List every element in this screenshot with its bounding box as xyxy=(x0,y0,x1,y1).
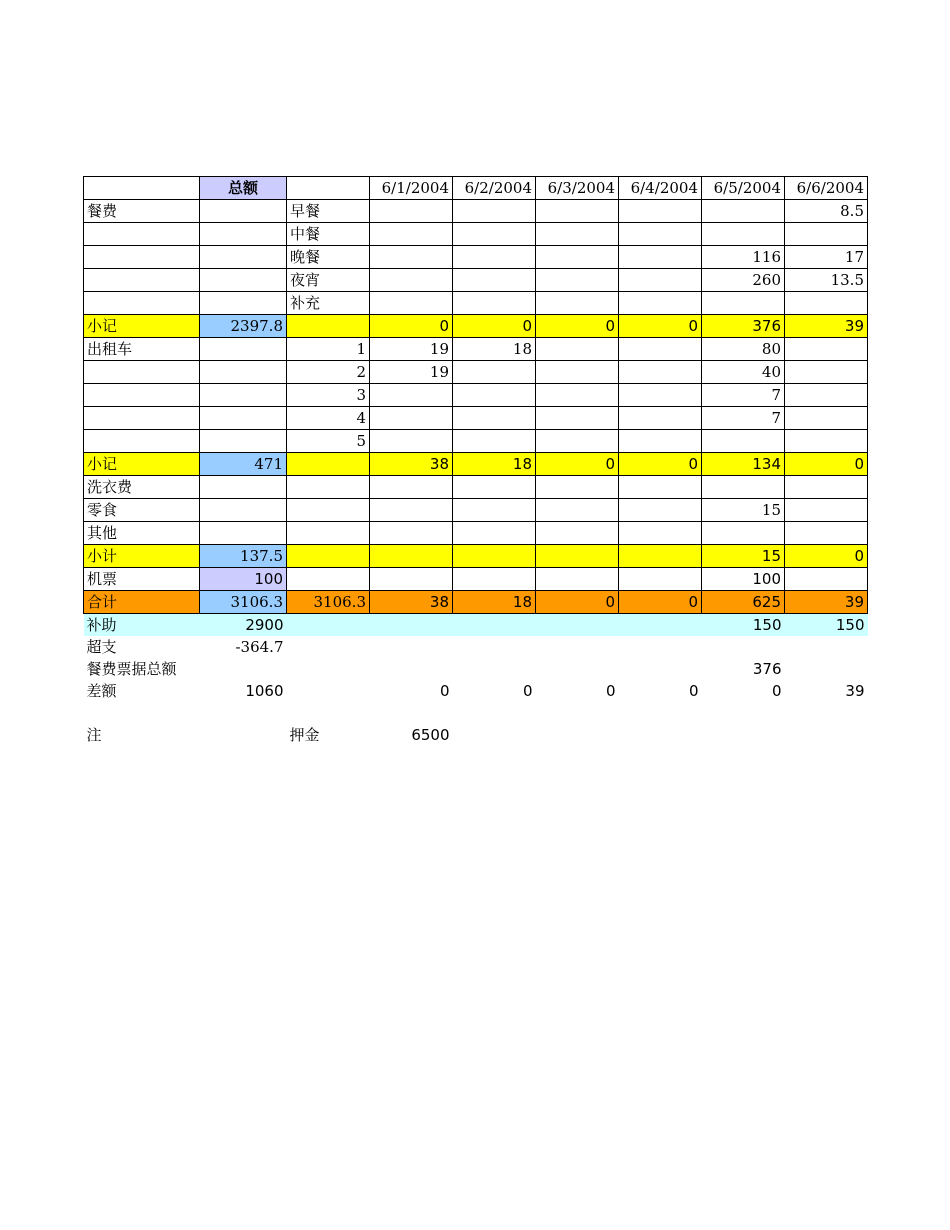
value-cell[interactable] xyxy=(453,407,536,430)
value-cell[interactable] xyxy=(536,430,619,453)
subtotal-value[interactable]: 0 xyxy=(619,453,702,476)
receipts-row xyxy=(84,658,868,680)
value-cell[interactable] xyxy=(785,223,868,246)
value-cell[interactable] xyxy=(536,269,619,292)
overrun-label[interactable]: 超支 xyxy=(86,637,117,656)
overrun-row xyxy=(84,636,868,658)
subtotal-value[interactable]: 15 xyxy=(702,545,785,568)
value-cell[interactable]: 80 xyxy=(702,338,785,361)
value-cell[interactable] xyxy=(785,476,868,499)
total-cell[interactable] xyxy=(200,476,287,499)
value-cell[interactable] xyxy=(785,522,868,545)
category-cell[interactable] xyxy=(84,292,200,315)
deposit-value[interactable]: 6500 xyxy=(411,725,450,744)
meal-row xyxy=(84,269,868,292)
subtotal-value[interactable]: 39 xyxy=(785,315,868,338)
value-cell[interactable]: 7 xyxy=(702,407,785,430)
value-cell[interactable] xyxy=(370,407,453,430)
subtotal-value[interactable] xyxy=(536,545,619,568)
subtotal-value[interactable]: 376 xyxy=(702,315,785,338)
value-cell[interactable]: 260 xyxy=(702,269,785,292)
meal-row xyxy=(84,292,868,315)
allowance-label[interactable]: 补助 xyxy=(84,614,200,637)
difference-total[interactable]: 1060 xyxy=(245,681,284,700)
cell-blank[interactable] xyxy=(370,636,453,658)
cell-blank[interactable] xyxy=(287,680,370,702)
value-cell[interactable]: 7 xyxy=(702,384,785,407)
category-cell[interactable] xyxy=(84,384,200,407)
cell-blank[interactable] xyxy=(702,724,785,746)
total-cell[interactable] xyxy=(200,269,287,292)
value-cell[interactable] xyxy=(785,407,868,430)
value-cell[interactable] xyxy=(536,407,619,430)
grand-value[interactable]: 625 xyxy=(702,591,785,614)
value-cell[interactable] xyxy=(619,246,702,269)
trip-number[interactable]: 5 xyxy=(287,430,370,453)
cell-blank[interactable] xyxy=(536,724,619,746)
category-cell[interactable]: 出租车 xyxy=(84,338,200,361)
grand-value[interactable]: 0 xyxy=(619,591,702,614)
value-cell[interactable] xyxy=(702,476,785,499)
value-cell[interactable] xyxy=(370,200,453,223)
grand-value[interactable]: 38 xyxy=(370,591,453,614)
cell-blank[interactable] xyxy=(619,724,702,746)
difference-value[interactable]: 0 xyxy=(522,681,533,700)
receipts-value[interactable]: 376 xyxy=(752,659,782,678)
subtotal-value[interactable]: 18 xyxy=(453,453,536,476)
value-cell[interactable]: 40 xyxy=(702,361,785,384)
value-cell[interactable] xyxy=(785,568,868,591)
overrun-total[interactable]: -364.7 xyxy=(235,637,284,656)
cell-blank[interactable] xyxy=(287,476,370,499)
cell-blank[interactable] xyxy=(84,177,200,200)
value-cell[interactable] xyxy=(453,246,536,269)
value-cell[interactable] xyxy=(536,200,619,223)
value-cell[interactable] xyxy=(785,499,868,522)
subtotal-total[interactable]: 2397.8 xyxy=(200,315,287,338)
value-cell[interactable] xyxy=(370,476,453,499)
value-cell[interactable] xyxy=(702,223,785,246)
value-cell[interactable] xyxy=(619,384,702,407)
value-cell[interactable] xyxy=(453,476,536,499)
trip-number[interactable]: 1 xyxy=(287,338,370,361)
allowance-value[interactable] xyxy=(536,614,619,637)
receipts-label[interactable]: 餐费票据总额 xyxy=(86,659,177,678)
value-cell[interactable] xyxy=(619,338,702,361)
cell-blank[interactable] xyxy=(287,658,370,680)
value-cell[interactable] xyxy=(619,200,702,223)
subtotal-value[interactable] xyxy=(453,545,536,568)
item-label[interactable]: 补充 xyxy=(287,292,370,315)
ticket-total[interactable]: 100 xyxy=(200,568,287,591)
total-cell[interactable] xyxy=(200,384,287,407)
difference-value[interactable]: 0 xyxy=(688,681,699,700)
cell-blank[interactable] xyxy=(287,636,370,658)
expense-sheet xyxy=(83,176,868,746)
value-cell[interactable] xyxy=(370,246,453,269)
total-cell[interactable] xyxy=(200,223,287,246)
value-cell[interactable] xyxy=(619,361,702,384)
value-cell[interactable] xyxy=(536,499,619,522)
misc-row xyxy=(84,522,868,545)
total-cell[interactable] xyxy=(200,407,287,430)
allowance-value[interactable] xyxy=(619,614,702,637)
date-header[interactable]: 6/6/2004 xyxy=(785,177,868,200)
trip-number[interactable]: 4 xyxy=(287,407,370,430)
difference-label[interactable]: 差额 xyxy=(86,681,117,700)
value-cell[interactable] xyxy=(702,292,785,315)
difference-value[interactable]: 0 xyxy=(771,681,782,700)
total-cell[interactable] xyxy=(200,246,287,269)
cell-blank[interactable] xyxy=(453,724,536,746)
receipts-value[interactable] xyxy=(453,658,536,680)
total-cell[interactable] xyxy=(200,361,287,384)
value-cell[interactable] xyxy=(453,269,536,292)
value-cell[interactable] xyxy=(370,430,453,453)
category-cell[interactable]: 洗衣费 xyxy=(84,476,200,499)
note-label[interactable]: 注 xyxy=(86,725,102,744)
cell-blank[interactable] xyxy=(287,568,370,591)
total-cell[interactable] xyxy=(200,338,287,361)
value-cell[interactable] xyxy=(536,476,619,499)
value-cell[interactable] xyxy=(370,568,453,591)
date-header[interactable]: 6/4/2004 xyxy=(619,177,702,200)
value-cell[interactable] xyxy=(536,522,619,545)
total-cell[interactable] xyxy=(200,499,287,522)
value-cell[interactable] xyxy=(619,522,702,545)
grand-total-row xyxy=(84,591,868,614)
taxi-subtotal-row xyxy=(84,453,868,476)
cell-blank[interactable] xyxy=(453,636,536,658)
subtotal-value[interactable]: 0 xyxy=(453,315,536,338)
category-cell[interactable]: 零食 xyxy=(84,499,200,522)
cell-blank[interactable] xyxy=(785,636,868,658)
allowance-value[interactable]: 150 xyxy=(702,614,785,637)
cell-blank[interactable] xyxy=(619,636,702,658)
category-cell[interactable] xyxy=(84,223,200,246)
category-cell[interactable] xyxy=(84,361,200,384)
value-cell[interactable] xyxy=(536,568,619,591)
value-cell[interactable]: 15 xyxy=(702,499,785,522)
value-cell[interactable] xyxy=(619,430,702,453)
cell-blank[interactable] xyxy=(287,315,370,338)
ticket-row xyxy=(84,568,868,591)
value-cell[interactable] xyxy=(702,430,785,453)
total-header[interactable]: 总额 xyxy=(200,177,287,200)
allowance-value[interactable] xyxy=(453,614,536,637)
taxi-row xyxy=(84,338,868,361)
cell-blank[interactable] xyxy=(287,614,370,637)
value-cell[interactable] xyxy=(536,292,619,315)
meal-row xyxy=(84,200,868,223)
meal-row xyxy=(84,246,868,269)
difference-value[interactable]: 39 xyxy=(845,681,865,700)
meal-row xyxy=(84,223,868,246)
subtotal-total[interactable]: 137.5 xyxy=(200,545,287,568)
value-cell[interactable]: 19 xyxy=(370,338,453,361)
value-cell[interactable]: 18 xyxy=(453,338,536,361)
value-cell[interactable] xyxy=(536,384,619,407)
grand-value[interactable]: 0 xyxy=(536,591,619,614)
subtotal-value[interactable]: 0 xyxy=(619,315,702,338)
value-cell[interactable]: 116 xyxy=(702,246,785,269)
value-cell[interactable] xyxy=(370,522,453,545)
allowance-row xyxy=(84,614,868,637)
cell-blank[interactable] xyxy=(287,177,370,200)
subtotal-value[interactable]: 134 xyxy=(702,453,785,476)
cell-blank[interactable] xyxy=(200,724,287,746)
date-header[interactable]: 6/5/2004 xyxy=(702,177,785,200)
meal-subtotal-row xyxy=(84,315,868,338)
difference-value[interactable]: 0 xyxy=(605,681,616,700)
receipts-value[interactable] xyxy=(619,658,702,680)
receipts-value[interactable] xyxy=(536,658,619,680)
misc-row xyxy=(84,499,868,522)
value-cell[interactable] xyxy=(619,292,702,315)
value-cell[interactable] xyxy=(619,499,702,522)
date-header[interactable]: 6/3/2004 xyxy=(536,177,619,200)
value-cell[interactable] xyxy=(453,430,536,453)
subtotal-value[interactable] xyxy=(619,545,702,568)
cell-blank[interactable] xyxy=(287,545,370,568)
category-cell[interactable]: 餐费 xyxy=(84,200,200,223)
value-cell[interactable] xyxy=(536,246,619,269)
date-header[interactable]: 6/1/2004 xyxy=(370,177,453,200)
item-label[interactable]: 早餐 xyxy=(287,200,370,223)
taxi-row xyxy=(84,361,868,384)
category-cell[interactable]: 其他 xyxy=(84,522,200,545)
grand-value[interactable]: 39 xyxy=(785,591,868,614)
value-cell[interactable] xyxy=(619,476,702,499)
subtotal-value[interactable]: 0 xyxy=(785,453,868,476)
value-cell[interactable] xyxy=(619,223,702,246)
trip-number[interactable]: 3 xyxy=(287,384,370,407)
taxi-row xyxy=(84,407,868,430)
empty-row xyxy=(84,702,868,724)
cell-blank[interactable] xyxy=(287,453,370,476)
value-cell[interactable] xyxy=(536,223,619,246)
value-cell[interactable] xyxy=(370,269,453,292)
cell-blank[interactable] xyxy=(785,724,868,746)
subtotal-value[interactable]: 0 xyxy=(370,315,453,338)
cell-blank[interactable] xyxy=(536,636,619,658)
subtotal-value[interactable] xyxy=(370,545,453,568)
subtotal-total[interactable]: 471 xyxy=(200,453,287,476)
receipts-value[interactable] xyxy=(785,658,868,680)
subtotal-label[interactable]: 小计 xyxy=(84,545,200,568)
misc-subtotal-row xyxy=(84,545,868,568)
value-cell[interactable]: 13.5 xyxy=(785,269,868,292)
value-cell[interactable] xyxy=(453,568,536,591)
value-cell[interactable] xyxy=(785,430,868,453)
value-cell[interactable] xyxy=(785,384,868,407)
category-cell[interactable] xyxy=(84,407,200,430)
header-row xyxy=(84,177,868,200)
grand-total-value[interactable]: 3106.3 xyxy=(200,591,287,614)
subtotal-value[interactable]: 0 xyxy=(536,315,619,338)
value-cell[interactable] xyxy=(453,384,536,407)
allowance-total[interactable]: 2900 xyxy=(200,614,287,637)
total-cell[interactable] xyxy=(200,292,287,315)
allowance-value[interactable]: 150 xyxy=(785,614,868,637)
value-cell[interactable]: 8.5 xyxy=(785,200,868,223)
difference-value[interactable]: 0 xyxy=(439,681,450,700)
total-cell[interactable] xyxy=(200,430,287,453)
cell-blank[interactable] xyxy=(84,702,868,724)
value-cell[interactable] xyxy=(370,223,453,246)
cell-blank[interactable] xyxy=(702,636,785,658)
value-cell[interactable] xyxy=(370,384,453,407)
value-cell[interactable] xyxy=(453,499,536,522)
item-label[interactable]: 晚餐 xyxy=(287,246,370,269)
value-cell[interactable] xyxy=(619,269,702,292)
note-row xyxy=(84,724,868,746)
category-cell[interactable] xyxy=(84,269,200,292)
subtotal-value[interactable]: 0 xyxy=(785,545,868,568)
subtotal-label[interactable]: 小记 xyxy=(84,453,200,476)
value-cell[interactable] xyxy=(536,338,619,361)
value-cell[interactable] xyxy=(785,338,868,361)
total-cell[interactable] xyxy=(200,200,287,223)
value-cell[interactable] xyxy=(453,200,536,223)
cell-blank[interactable] xyxy=(287,499,370,522)
grand-value[interactable]: 18 xyxy=(453,591,536,614)
difference-row xyxy=(84,680,868,702)
value-cell[interactable] xyxy=(370,292,453,315)
value-cell[interactable] xyxy=(370,499,453,522)
value-cell[interactable] xyxy=(619,407,702,430)
item-label[interactable]: 中餐 xyxy=(287,223,370,246)
grand-total-check[interactable]: 3106.3 xyxy=(287,591,370,614)
value-cell[interactable] xyxy=(785,361,868,384)
value-cell[interactable] xyxy=(453,522,536,545)
value-cell[interactable]: 100 xyxy=(702,568,785,591)
subtotal-value[interactable]: 0 xyxy=(536,453,619,476)
receipts-value[interactable] xyxy=(370,658,453,680)
grand-total-label[interactable]: 合计 xyxy=(84,591,200,614)
value-cell[interactable] xyxy=(453,292,536,315)
category-cell[interactable]: 机票 xyxy=(84,568,200,591)
taxi-row xyxy=(84,430,868,453)
subtotal-label[interactable]: 小记 xyxy=(84,315,200,338)
value-cell[interactable]: 19 xyxy=(370,361,453,384)
value-cell[interactable] xyxy=(453,223,536,246)
value-cell[interactable] xyxy=(453,361,536,384)
misc-row xyxy=(84,476,868,499)
trip-number[interactable]: 2 xyxy=(287,361,370,384)
allowance-value[interactable] xyxy=(370,614,453,637)
category-cell[interactable] xyxy=(84,430,200,453)
total-cell[interactable] xyxy=(200,522,287,545)
item-label[interactable]: 夜宵 xyxy=(287,269,370,292)
value-cell[interactable]: 17 xyxy=(785,246,868,269)
value-cell[interactable] xyxy=(702,522,785,545)
value-cell[interactable] xyxy=(785,292,868,315)
value-cell[interactable] xyxy=(619,568,702,591)
taxi-row xyxy=(84,384,868,407)
deposit-label[interactable]: 押金 xyxy=(289,725,320,744)
category-cell[interactable] xyxy=(84,246,200,269)
value-cell[interactable] xyxy=(536,361,619,384)
cell-blank[interactable] xyxy=(287,522,370,545)
value-cell[interactable] xyxy=(702,200,785,223)
date-header[interactable]: 6/2/2004 xyxy=(453,177,536,200)
subtotal-value[interactable]: 38 xyxy=(370,453,453,476)
